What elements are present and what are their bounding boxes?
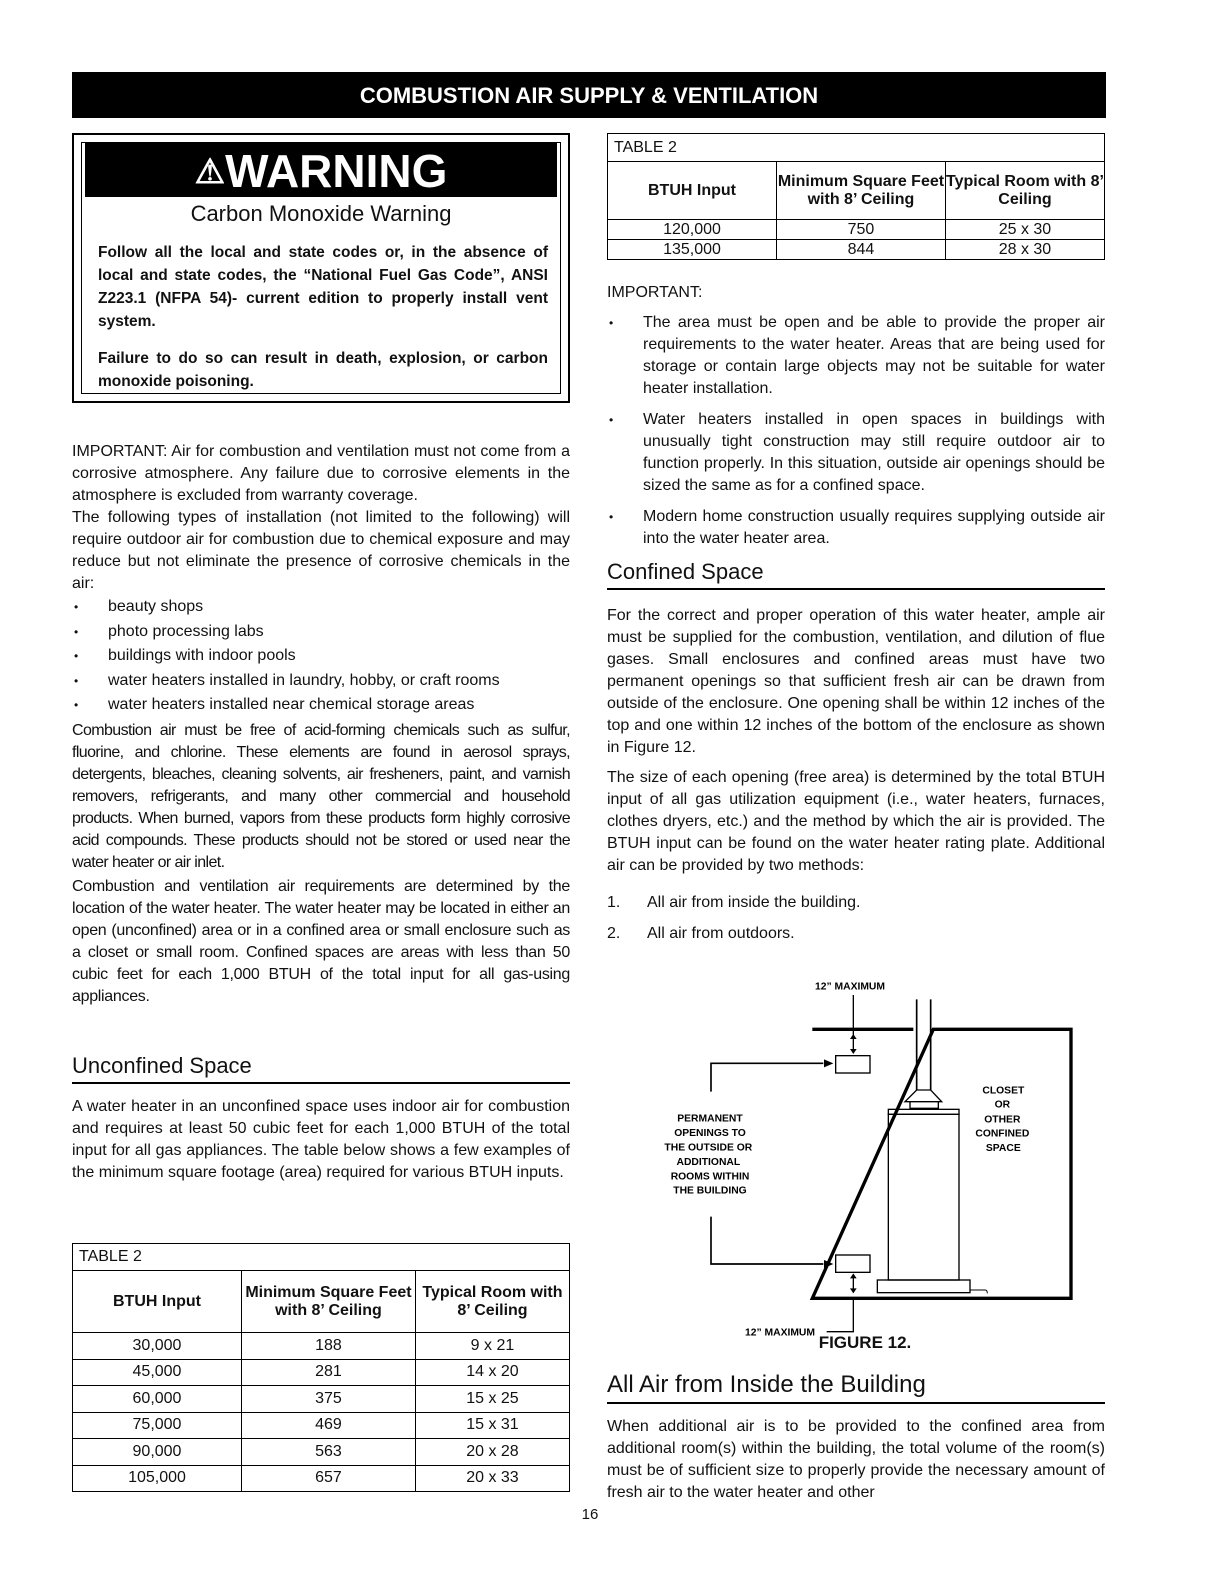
table-cell: 20 x 28 <box>415 1439 569 1466</box>
right-body <box>607 282 1105 949</box>
paragraph: Combustion and ventilation air requirements are determined by the location of the water heater. The water heater may be located in either an open (unconfined) area or in a confined area or small enclosure such as a closet or small room. Confined spaces are areas with less than 50 cubic feet for each 1,000 BTUH of the total input for all gas-using appliances. <box>72 877 570 1005</box>
openings-label: OPENINGS TO <box>674 1128 746 1139</box>
openings-label: ROOMS WITHIN <box>670 1171 750 1183</box>
column-header: BTUH Input <box>73 1271 242 1333</box>
list-number: 1. <box>607 894 621 911</box>
closet-label: SPACE <box>985 1143 1021 1154</box>
paragraph: For the correct and proper operation of this water heater, ample air must be supplied for the combustion, ventilation, and dilution of flue gases. Small enclosures and confined areas must have two permanent openings so that sufficient fresh air can be drawn from outside of the enclosure. One opening shall be within 12 inches of the top and one within 12 inches of the bottom of the enclosure as shown in Figure 12. <box>607 607 1105 756</box>
warning-banner: ⚠WARNING <box>85 143 557 197</box>
paragraph: When additional air is to be provided to the confined area from additional room(s) within the building, the total volume of the room(s) must be of sufficient size to properly provide the necessary amount of fresh air to the water heater and other <box>607 1418 1105 1501</box>
closet-label: OTHER <box>984 1114 1021 1126</box>
table-cell: 14 x 20 <box>415 1359 569 1386</box>
inside-air-section <box>607 1371 1105 1504</box>
column-header: Typical Room with 8’ Ceiling <box>945 162 1104 220</box>
list-item: • water heaters installed near chemical storage areas <box>72 693 570 718</box>
table-cell: 375 <box>241 1386 415 1413</box>
table-cell: 20 x 33 <box>415 1465 569 1492</box>
openings-label: PERMANENT <box>677 1113 743 1125</box>
table-cell: 15 x 31 <box>415 1412 569 1439</box>
table-row <box>73 1439 570 1466</box>
table-cell: 30,000 <box>73 1333 242 1360</box>
table-cell: 90,000 <box>73 1439 242 1466</box>
table-row <box>73 1333 570 1360</box>
figure-12-diagram <box>600 960 1080 1360</box>
table-cell: 28 x 30 <box>945 240 1104 260</box>
column-header: Minimum Square Feet with 8’ Ceiling <box>241 1271 415 1333</box>
installation-list <box>72 595 570 718</box>
list-item: • photo processing labs <box>72 620 570 645</box>
list-item: • water heaters installed in laundry, hobby, or craft rooms <box>72 669 570 694</box>
table-caption: TABLE 2 <box>73 1244 570 1271</box>
list-item: • buildings with indoor pools <box>72 644 570 669</box>
list-text: All air from outdoors. <box>647 925 795 942</box>
openings-label: THE BUILDING <box>673 1185 747 1197</box>
table-row <box>608 220 1105 240</box>
table-row <box>73 1386 570 1413</box>
list-item <box>607 918 1105 949</box>
list-item <box>607 887 1105 918</box>
section-header: COMBUSTION AIR SUPPLY & VENTILATION <box>72 72 1106 118</box>
top-dimension-label: 12” MAXIMUM <box>814 981 886 993</box>
column-header: Minimum Square Feet with 8’ Ceiling <box>776 162 945 220</box>
table-cell: 188 <box>241 1333 415 1360</box>
table-row <box>73 1359 570 1386</box>
important-list <box>607 312 1105 550</box>
table-cell: 45,000 <box>73 1359 242 1386</box>
section-heading: Confined Space <box>607 559 1105 590</box>
list-item: • Water heaters installed in open spaces in buildings with unusually tight construction may still require outdoor air to function properly. In this situation, outside air openings should be sized the same as for a confined space. <box>607 409 1105 497</box>
table-cell: 25 x 30 <box>945 220 1104 240</box>
left-body <box>72 441 570 1008</box>
closet-label: CONFINED <box>975 1128 1030 1140</box>
warning-subtitle: Carbon Monoxide Warning <box>190 201 452 226</box>
list-item: • beauty shops <box>72 595 570 620</box>
table-left <box>72 1243 570 1492</box>
important-label: IMPORTANT: <box>607 284 703 301</box>
table-cell: 75,000 <box>73 1412 242 1439</box>
table-cell: 135,000 <box>608 240 777 260</box>
column-header: BTUH Input <box>608 162 777 220</box>
column-header: Typical Room with 8’ Ceiling <box>415 1271 569 1333</box>
paragraph: Combustion air must be free of acid-forming chemicals such as sulfur, fluorine, and chlorine. These elements are found in aerosol sprays, detergents, bleaches, cleaning solvents, air fresheners, paint, and varnish removers, refrigerants, and many other commercial and household products. When burned, vapors from these products form highly corrosive acid compounds. These products should not be stored or used near the water heater or air inlet. <box>72 721 570 871</box>
paragraph: The size of each opening (free area) is determined by the total BTUH input of all gas utilization equipment (i.e., water heaters, furnaces, clothes dryers, etc.) and the method by which the air is provided. The BTUH input can be found on the water heater rating plate. Additional air can be provided by two methods: <box>607 769 1105 874</box>
table-cell: 120,000 <box>608 220 777 240</box>
table-cell: 60,000 <box>73 1386 242 1413</box>
warning-triangle-icon: ⚠ <box>194 153 226 191</box>
table-cell: 563 <box>241 1439 415 1466</box>
closet-label: OR <box>994 1099 1011 1111</box>
list-item: • The area must be open and be able to provide the proper air requirements to the water heater. Areas that are being used for storage or contain large objects may not be suitable for water heater installation. <box>607 312 1105 400</box>
paragraph: The following types of installation (not limited to the following) will require outdoor air for combustion due to chemical exposure and may reduce but not eliminate the presence of corrosive chemicals in the air: <box>72 509 570 592</box>
list-item: • Modern home construction usually requires supplying outside air into the water heater area. <box>607 506 1105 550</box>
openings-label: ADDITIONAL <box>676 1157 741 1168</box>
list-text: All air from inside the building. <box>647 894 861 911</box>
table-right <box>607 133 1105 260</box>
list-number: 2. <box>607 925 621 942</box>
section-heading: Unconfined Space <box>72 1053 570 1084</box>
warning-text: Follow all the local and state codes or, in the absence of local and state codes, the “National Fuel Gas Code”, ANSI Z223.1 (NFPA 54)- current edition to properly install vent system. <box>98 244 548 330</box>
bottom-dimension-label: 12” MAXIMUM <box>744 1327 816 1339</box>
table-row <box>73 1412 570 1439</box>
closet-label: CLOSET <box>982 1085 1025 1097</box>
table-caption: TABLE 2 <box>608 134 1105 162</box>
table-cell: 844 <box>776 240 945 260</box>
table-cell: 657 <box>241 1465 415 1492</box>
paragraph: IMPORTANT: Air for combustion and ventilation must not come from a corrosive atmosphere. Any failure due to corrosive elements in the atmosphere is excluded from warranty coverage. <box>72 443 570 504</box>
warning-box <box>72 133 570 403</box>
table-cell: 9 x 21 <box>415 1333 569 1360</box>
table-cell: 469 <box>241 1412 415 1439</box>
table-cell: 281 <box>241 1359 415 1386</box>
method-list <box>607 887 1105 949</box>
table-cell: 15 x 25 <box>415 1386 569 1413</box>
figure-caption: FIGURE 12. <box>818 1333 912 1352</box>
section-heading: All Air from Inside the Building <box>607 1371 1105 1404</box>
openings-label: THE OUTSIDE OR <box>664 1142 753 1154</box>
table-row <box>608 240 1105 260</box>
table-cell: 750 <box>776 220 945 240</box>
warning-consequence: Failure to do so can result in death, explosion, or carbon monoxide poisoning. <box>98 350 548 390</box>
unconfined-section <box>72 1053 570 1184</box>
table-cell: 105,000 <box>73 1465 242 1492</box>
table-row <box>73 1465 570 1492</box>
paragraph: A water heater in an unconfined space uses indoor air for combustion and requires at least 50 cubic feet for each 1,000 BTUH of the total input for all gas appliances. The table below shows a few examples of the minimum square footage (area) required for various BTUH inputs. <box>72 1098 570 1181</box>
page-number: 16 <box>581 1506 599 1523</box>
